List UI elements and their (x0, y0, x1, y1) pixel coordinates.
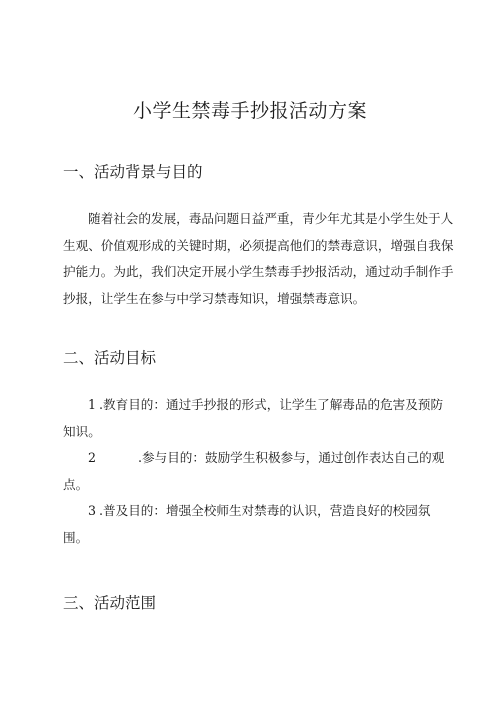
document-title: 小学生禁毒手抄报活动方案 (132, 100, 367, 122)
goal-item-line (63, 392, 443, 419)
goal-item-education (63, 392, 443, 445)
section-heading-goals: 二、活动目标 (63, 349, 157, 367)
goal-item-number: 1 (88, 397, 97, 412)
paragraph-line: 生观、价值观形成的关键时期，必须提高他们的禁毒意识，增强自我保 (63, 237, 454, 253)
goal-item-text: .普及目的：增强全校师生对禁毒的认识，营造良好的校园氛 (99, 503, 431, 518)
goal-item-text: .参与目的：鼓励学生积极参与，通过创作表达自己的观 (138, 450, 445, 465)
paragraph-line: 护能力。为此，我们决定开展小学生禁毒手抄报活动，通过动手制作手 (63, 264, 454, 279)
section-heading-scope: 三、活动范围 (63, 594, 157, 612)
goal-item-line (63, 445, 443, 472)
goal-item-line: 围。 (63, 529, 89, 545)
goal-item-participation (63, 445, 443, 498)
paragraph-line: 抄报，让学生在参与中学习禁毒知识，增强禁毒意识。 (63, 290, 366, 306)
goal-item-popularization (63, 498, 443, 551)
goal-item-line: 点。 (63, 476, 89, 492)
goal-item-text: .教育目的：通过手抄报的形式，让学生了解毒品的危害及预防 (99, 397, 444, 412)
paragraph-line: 随着社会的发展，毒品问题日益严重，青少年尤其是小学生处于人 (88, 211, 454, 226)
goal-item-line: 知识。 (63, 423, 101, 439)
section-heading-background: 一、活动背景与目的 (63, 163, 203, 181)
goal-item-line (63, 498, 443, 525)
goal-item-number: 3 (88, 503, 97, 518)
background-paragraph (63, 206, 454, 312)
goal-item-number: 2 (88, 450, 97, 465)
